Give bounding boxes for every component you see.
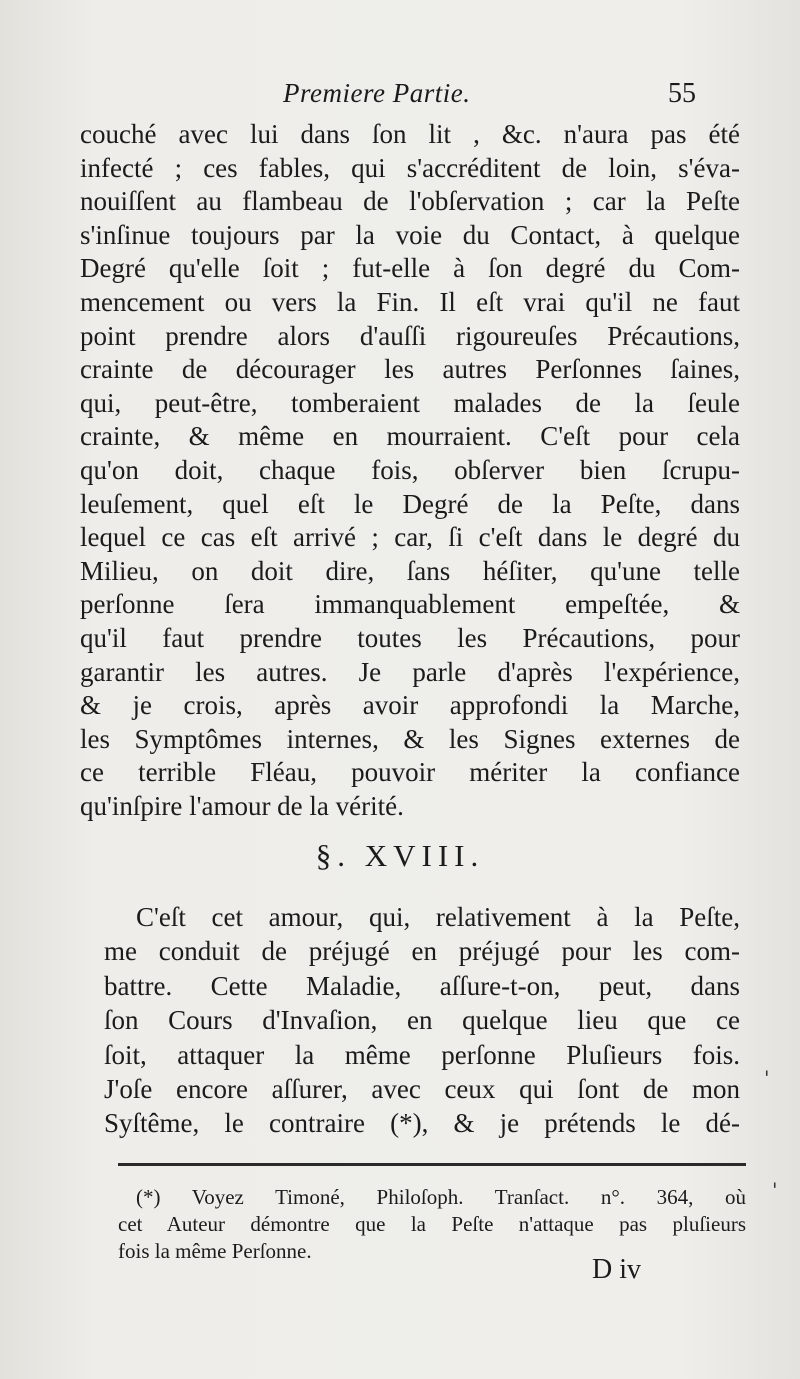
text-line: lequel ce cas eſt arrivé ; car, ſi c'eſt dans le degré du	[80, 522, 740, 553]
text-line: Degré qu'elle ſoit ; fut-elle à ſon degré du Com-	[80, 253, 740, 284]
text-line: s'inſinue toujours par la voie du Contact, à quelque	[80, 219, 740, 250]
text-line: crainte, & même en mourraient. C'eſt pour cela	[80, 421, 740, 452]
paragraph-section-xviii	[104, 900, 740, 1141]
text-line: mencement ou vers la Fin. Il eſt vrai qu'il ne faut	[80, 286, 740, 317]
page-number: 55	[668, 78, 696, 109]
text-line: Milieu, on doit dire, ſans héſiter, qu'une telle	[80, 555, 740, 586]
text-line: les Symptômes internes, & les Signes externes de	[80, 723, 740, 754]
footnote-divider	[118, 1163, 746, 1166]
text-line: J'oſe encore aſſurer, avec ceux qui ſont de mon	[104, 1073, 740, 1104]
text-line: couché avec lui dans ſon lit , &c. n'aura pas été	[80, 119, 740, 149]
footnote	[118, 1184, 746, 1265]
paragraph-continuation	[80, 118, 740, 823]
running-head	[0, 78, 800, 118]
text-line: me conduit de préjugé en préjugé pour les com-	[104, 936, 740, 967]
text-line: & je crois, après avoir approfondi la Marche,	[80, 690, 740, 721]
running-title: Premiere Partie.	[283, 78, 471, 108]
text-line: qu'il faut prendre toutes les Précautions, pour	[80, 622, 740, 653]
footnote-line: (*) Voyez Timoné, Philoſoph. Tranſact. n°. 364, où	[136, 1185, 746, 1209]
margin-mark: '	[772, 1178, 778, 1202]
section-heading: §. XVIII.	[315, 838, 485, 873]
text-line: perſonne ſera immanquablement empeſtée, &	[80, 589, 740, 620]
footnote-line: cet Auteur démontre que la Peſte n'attaque pas pluſieurs	[118, 1212, 746, 1236]
text-line: garantir les autres. Je parle d'après l'expérience,	[80, 656, 740, 687]
text-line: crainte de décourager les autres Perſonnes ſaines,	[80, 354, 740, 385]
text-line: point prendre alors d'auſſi rigoureuſes Précautions,	[80, 320, 740, 351]
text-line: leuſement, quel eſt le Degré de la Peſte, dans	[80, 488, 740, 519]
signature-mark: D iv	[592, 1254, 641, 1285]
text-line: infecté ; ces fables, qui s'accréditent de loin, s'éva-	[80, 152, 740, 183]
footnote-line: fois la même Perſonne.	[118, 1239, 312, 1263]
text-line: ſon Cours d'Invaſion, en quelque lieu que ce	[104, 1005, 740, 1036]
text-line: Syſtême, le contraire (*), & je prétends le dé-	[104, 1108, 740, 1139]
text-line: C'eſt cet amour, qui, relativement à la Peſte,	[136, 902, 740, 932]
text-line: ce terrible Fléau, pouvoir mériter la confiance	[80, 757, 740, 788]
text-line: qu'on doit, chaque fois, obſerver bien ſcrupu-	[80, 454, 740, 485]
text-line: nouiſſent au flambeau de l'obſervation ; car la Peſte	[80, 186, 740, 217]
text-line: qu'inſpire l'amour de la vérité.	[80, 790, 404, 821]
text-line: ſoit, attaquer la même perſonne Pluſieurs fois.	[104, 1039, 740, 1070]
margin-mark: '	[764, 1066, 770, 1090]
text-line: qui, peut-être, tomberaient malades de la ſeule	[80, 387, 740, 418]
text-line: battre. Cette Maladie, aſſure-t-on, peut, dans	[104, 970, 740, 1001]
